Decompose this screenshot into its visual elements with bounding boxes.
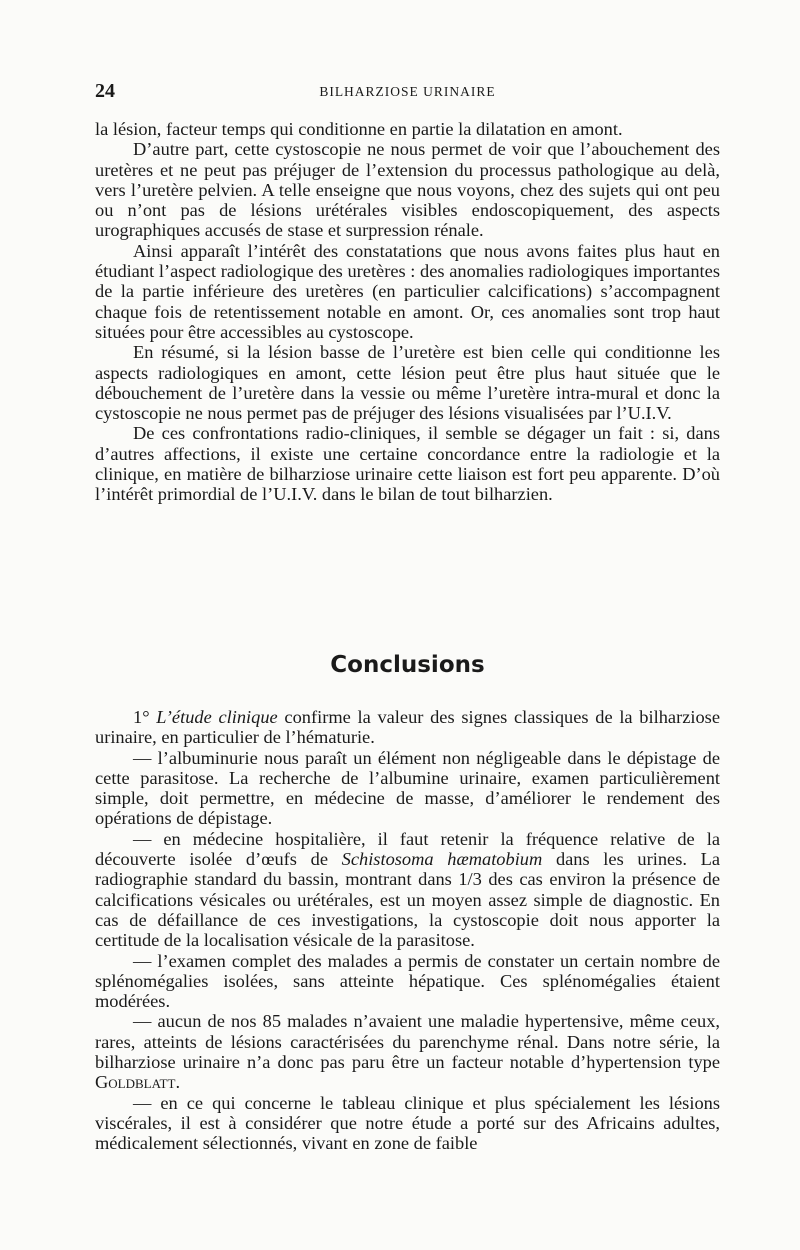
item-number: 1° [133, 707, 150, 727]
author-name: Goldblatt [95, 1072, 176, 1093]
paragraph: D’autre part, cette cystoscopie ne nous permet de voir que l’abouchement des uretères et ne peut pas préjuger de l’extension du processus pathologique au delà, vers l’uretère pelvien. A telle enseigne que nous voyons, chez des sujets qui ont peu ou n’ont pas de lésions urétérales visibles endoscopiquement, des aspects urographiques accusés de stase et surpression rénale. [95, 139, 720, 241]
species-name: Schistosoma hæmatobium [341, 849, 543, 870]
conclusion-item: 1° L’étude clinique confirme la valeur des signes classiques de la bilharziose urinaire, en particulier de l’hématurie. [95, 707, 720, 748]
paragraph: De ces confrontations radio-cliniques, il semble se dégager un fait : si, dans d’autres affections, il existe une certaine concordance entre la radiologie et la clinique, en matière de bilharziose urinaire cette liaison est fort peu apparente. D’où l’intérêt primordial de l’U.I.V. dans le bilan de tout bilharzien. [95, 423, 720, 505]
running-title: BILHARZIOSE URINAIRE [319, 84, 496, 99]
body-text [95, 119, 720, 505]
page-header [95, 80, 720, 106]
conclusion-item: — l’examen complet des malades a permis de constater un certain nombre de splénomégalies isolées, sans atteinte hépatique. Ces splénomégalies étaient modérées. [95, 950, 720, 1012]
section-heading: Conclusions [330, 652, 485, 678]
conclusion-item: — l’albuminurie nous paraît un élément non négligeable dans le dépistage de cette parasitose. La recherche de l’albumine urinaire, examen particulièrement simple, doit permettre, en médecine de masse, d’améliorer le rendement des opérations de dépistage. [95, 747, 720, 829]
conclusion-item: — en ce qui concerne le tableau clinique et plus spécialement les lésions viscérales, il est à considérer que notre étude a porté sur des Africains adultes, médicalement sélectionnés, vivant en zone de faible [95, 1092, 720, 1154]
conclusion-item: — en médecine hospitalière, il faut retenir la fréquence relative de la découverte isolée d’œufs de Schistosoma hæmatobium dans les urines. La radiographie standard du bassin, montrant dans 1/3 des cas environ la présence de calcifications vésicales ou urétérales, est un moyen assez simple de diagnostic. En cas de défaillance de ces investigations, la cystoscopie doit nous apporter la certitude de la localisation vésicale de la parasitose. [95, 828, 720, 951]
paragraph: la lésion, facteur temps qui conditionne en partie la dilatation en amont. [95, 119, 623, 139]
conclusions-text [95, 707, 720, 1154]
page-number: 24 [95, 80, 115, 102]
paragraph: Ainsi apparaît l’intérêt des constatations que nous avons faites plus haut en étudiant l’aspect radiologique des uretères : des anomalies radiologiques importantes de la partie inférieure des uretères (en particulier calcifications) s’accompagnent chaque fois de retentissement notable en amont. Or, ces anomalies sont trop haut situées pour être accessibles au cystoscope. [95, 240, 720, 342]
emphasis: L’étude clinique [156, 707, 278, 727]
paragraph: En résumé, si la lésion basse de l’uretère est bien celle qui conditionne les aspects radiologiques en amont, cette lésion peut être plus haut située que le débouchement de l’uretère dans la vessie ou même l’uretère intra-mural et donc la cystoscopie ne nous permet pas de préjuger des lésions visualisées par l’U.I.V. [95, 342, 720, 424]
conclusion-item: — aucun de nos 85 malades n’avaient une maladie hypertensive, même ceux, rares, atteints de lésions caractérisées du parenchyme rénal. Dans notre série, la bilharziose urinaire n’a donc pas paru être un facteur notable d’hypertension type Goldblatt. [95, 1011, 720, 1093]
